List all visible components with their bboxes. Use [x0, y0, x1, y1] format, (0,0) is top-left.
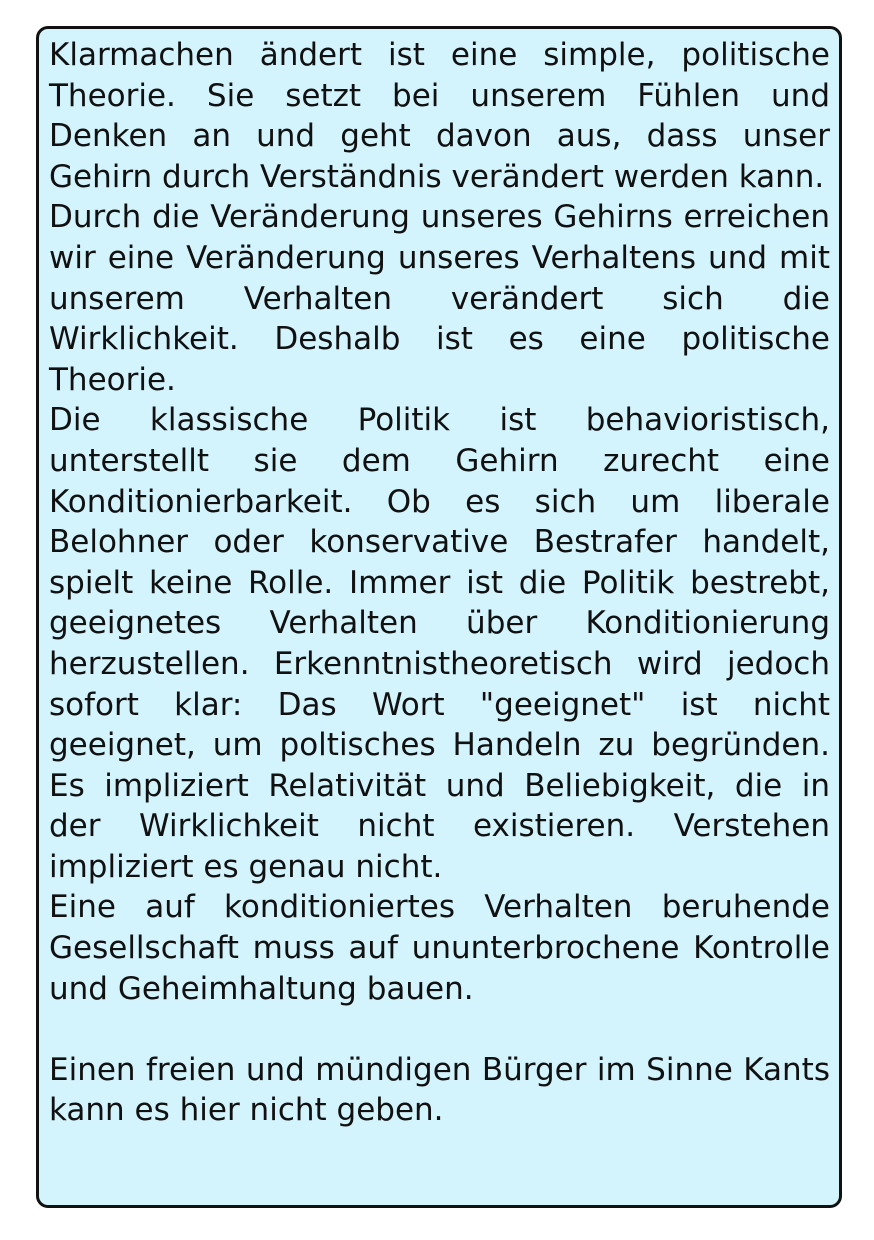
paragraph-spacer: [49, 1009, 830, 1050]
text-card: [36, 26, 842, 1208]
paragraph-5: Einen freien und mündigen Bürger im Sinne Kants kann es hier nicht geben.: [49, 1051, 830, 1129]
paragraph-3: Die klassische Politik ist behavioristisch, unterstellt sie dem Gehirn zurecht eine Konditionierbarkeit. Ob es sich um liberale Belohner oder konservative Bestrafer handelt, spielt keine Rolle. Immer ist die Politik bestrebt, geeignetes Verhalten über Konditionierung herzustellen. Erkenntnistheoretisch wird jedoch sofort klar: Das Wort "geeignet" ist nicht geeignet, um poltisches Handeln zu begründen. Es impliziert Relativität und Beliebigkeit, die in der Wirklichkeit nicht existieren. Verstehen impliziert es genau nicht.: [49, 402, 830, 885]
paragraph-2: Durch die Veränderung unseres Gehirns erreichen wir eine Veränderung unseres Verhaltens und mit unserem Verhalten verändert sich die Wirklichkeit. Deshalb ist es eine politische Theorie.: [49, 199, 830, 398]
paragraph-1: Klarmachen ändert ist eine simple, politische Theorie. Sie setzt bei unserem Fühlen und Denken an und geht davon aus, dass unser Gehirn durch Verständnis verändert werden kann.: [49, 37, 830, 195]
paragraph-4: Eine auf konditioniertes Verhalten beruhende Gesellschaft muss auf ununterbrochene Kontrolle und Geheimhaltung bauen.: [49, 889, 830, 1007]
